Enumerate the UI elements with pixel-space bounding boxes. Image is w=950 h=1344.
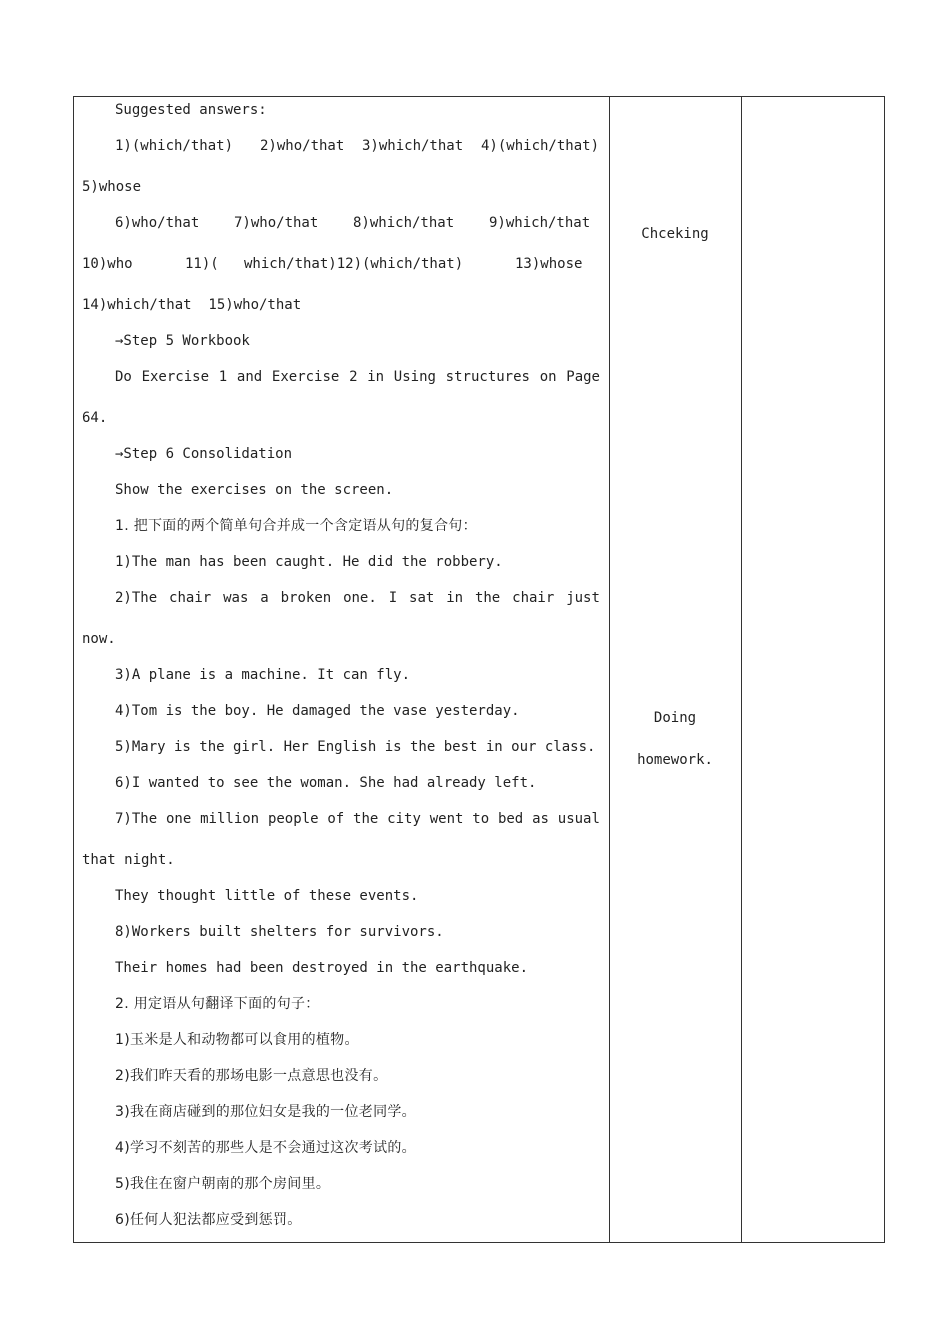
student-activity: homework. <box>637 752 713 768</box>
column-divider <box>741 97 742 1242</box>
student-activity: Chceking <box>641 226 709 242</box>
answer-item: 5)whose <box>82 179 142 195</box>
exercise-item-continued: They thought little of these events. <box>115 888 419 904</box>
exercise-item: 1)The man has been caught. He did the robbery. <box>115 554 503 570</box>
word: bed <box>497 811 524 827</box>
word: sat <box>409 590 435 606</box>
word: usual <box>557 811 600 827</box>
word: Do <box>115 369 132 385</box>
word: chair <box>512 590 555 606</box>
answer-item: 11)( <box>185 256 219 272</box>
exercise-item: 6)I wanted to see the woman. She had already left. <box>115 775 537 791</box>
column-divider <box>609 97 610 1242</box>
answer-item: 1)(which/that) <box>115 138 234 154</box>
exercise-item: 5)Mary is the girl. Her English is the best in our class. <box>115 739 596 755</box>
word: Exercise <box>141 369 210 385</box>
step-heading: →Step 5 Workbook <box>115 333 250 349</box>
exercise-item: 3)我在商店碰到的那位妇女是我的一位老同学。 <box>115 1104 416 1120</box>
word: in <box>367 369 385 385</box>
answer-item: 2)who/that <box>260 138 345 154</box>
word: just <box>566 590 600 606</box>
exercise-item: 4)学习不刻苦的那些人是不会通过这次考试的。 <box>115 1140 416 1156</box>
word: to <box>472 811 490 827</box>
exercise-item: 8)Workers built shelters for survivors. <box>115 924 444 940</box>
answer-item: 10)who <box>82 256 133 272</box>
word: and <box>236 369 263 385</box>
step-task <box>115 368 600 386</box>
word: chair <box>169 590 212 606</box>
answer-item: 4)(which/that) <box>481 138 600 154</box>
word: Exercise <box>271 369 340 385</box>
exercise-item: 1)玉米是人和动物都可以食用的植物。 <box>115 1032 359 1048</box>
student-activity: Doing <box>653 710 697 726</box>
exercise-item: 3)A plane is a machine. It can fly. <box>115 667 411 683</box>
word: million <box>200 811 260 827</box>
word: on <box>539 369 557 385</box>
exercise-item-continued: Their homes had been destroyed in the earthquake. <box>115 960 529 976</box>
word: a <box>260 590 269 606</box>
exercise-item-continued: now. <box>82 631 116 647</box>
answer-item: 3)which/that <box>362 138 464 154</box>
word: of <box>327 811 345 827</box>
word: the <box>474 590 501 606</box>
word: structures <box>445 369 530 385</box>
exercise-item: 5)我住在窗户朝南的那个房间里。 <box>115 1176 331 1192</box>
answer-item: 14)which/that 15)who/that <box>82 297 302 313</box>
step-heading: →Step 6 Consolidation <box>115 446 293 462</box>
exercise-item: 4)Tom is the boy. He damaged the vase yesterday. <box>115 703 520 719</box>
word: 2 <box>349 369 358 385</box>
word: I <box>388 590 398 606</box>
word: people <box>267 811 319 827</box>
exercise-item: 2)我们昨天看的那场电影一点意思也没有。 <box>115 1068 388 1084</box>
word: went <box>429 811 464 827</box>
word: the <box>353 811 379 827</box>
word: 1 <box>218 369 228 385</box>
answer-item: 7)who/that <box>234 215 319 231</box>
word: Page <box>566 369 600 385</box>
exercise-item: 6)任何人犯法都应受到惩罚。 <box>115 1212 302 1228</box>
word: Using <box>393 369 436 385</box>
word: city <box>387 811 421 827</box>
word: 2)The <box>115 590 158 606</box>
answer-item: which/that)12)(which/that) <box>244 256 464 272</box>
answer-item: 13)whose <box>515 256 583 272</box>
word: was <box>223 590 249 606</box>
word: as <box>532 811 549 827</box>
answer-item: 9)which/that <box>489 215 591 231</box>
word: broken <box>280 590 332 606</box>
exercise-item <box>115 810 600 828</box>
word: 7)The <box>115 811 158 827</box>
answer-item: 6)who/that <box>115 215 200 231</box>
word: one <box>165 811 192 827</box>
exercise-item-continued: that night. <box>82 852 175 868</box>
step-task: Show the exercises on the screen. <box>115 482 394 498</box>
exercise-title: 1. 把下面的两个简单句合并成一个含定语从句的复合句： <box>115 518 477 534</box>
exercise-title: 2. 用定语从句翻译下面的句子： <box>115 996 320 1012</box>
exercise-item <box>115 589 600 607</box>
word: in <box>446 590 464 606</box>
suggested-answers-heading: Suggested answers: <box>115 102 267 118</box>
word: one. <box>343 590 377 606</box>
step-task-continued: 64. <box>82 410 108 426</box>
answer-item: 8)which/that <box>353 215 455 231</box>
